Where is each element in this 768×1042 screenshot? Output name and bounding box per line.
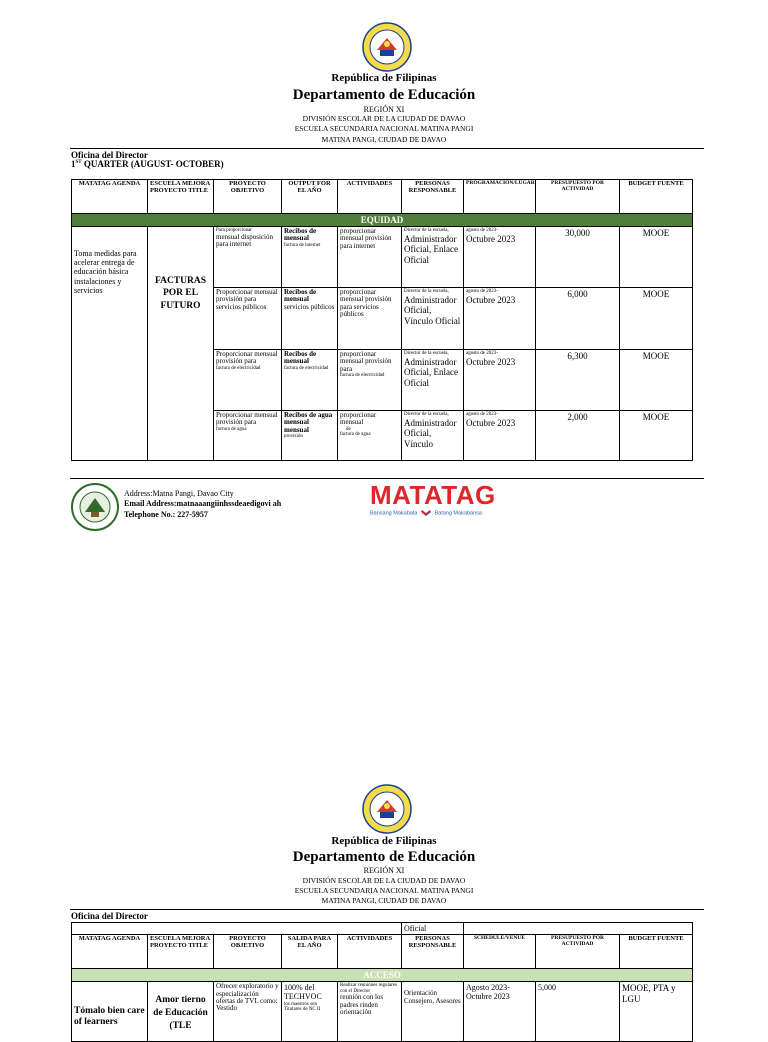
schedule-cell [464, 982, 536, 1042]
responsible-small: Director de la escuela, [404, 228, 449, 233]
output-text: Recibos de mensual [284, 227, 317, 243]
schedule-cell [464, 288, 536, 350]
document-page-2 [0, 760, 768, 1031]
activity-text: proporcionar mensual provisión para internet [340, 227, 392, 250]
matatag-logo [370, 481, 515, 521]
responsible-small: Director de la escuela, [404, 412, 449, 417]
objective-text: Proporcionar mensual provisión para [216, 411, 278, 427]
quarter-text: QUARTER (AUGUST- OCTOBER) [83, 159, 224, 169]
col-header-activities: ACTIVIDADES [338, 180, 402, 214]
schedule-text: Octubre 2023 [466, 294, 516, 305]
deped-seal-icon [362, 22, 412, 72]
output-cell [282, 227, 338, 288]
activity-small: Realizar reuniones regulares con el Director [340, 983, 397, 994]
output-small: servicios públicos [284, 302, 335, 311]
budget-text: 5,000 [538, 983, 556, 993]
output-cell [282, 288, 338, 350]
activity-text: proporcionar mensual provisión para servicios públicos [340, 288, 392, 319]
responsible-cell [402, 411, 464, 461]
col-header-agenda: MATATAG AGENDA [72, 935, 148, 969]
responsible-cell [402, 288, 464, 350]
agenda-text: Tómalo bien care of learners [74, 1006, 145, 1027]
objective-text: mensual disposición para internet [216, 232, 273, 248]
col-header-output: OUTPUT FOR EL AÑO [282, 180, 338, 214]
schedule-text: Octubre 2023 [466, 417, 516, 428]
source-cell: MOOE [620, 227, 693, 288]
footer-phone: Telephone No.: 227-5957 [124, 509, 208, 519]
matatag-wordmark: MATATAG [370, 480, 496, 510]
school-line: ESCUELA SECUNDARIA NACIONAL MATINA PANGI [294, 124, 474, 133]
objective-small: factura de agua [216, 426, 247, 432]
header-divider [70, 909, 704, 910]
school-line: ESCUELA SECUNDARIA NACIONAL MATINA PANGI [294, 886, 474, 895]
schedule-small: agosto de 2023- [466, 412, 498, 417]
division-line: DIVISIÓN ESCOLAR DE LA CIUDAD DE DAVAO [302, 114, 466, 123]
source-cell [620, 982, 693, 1042]
footer-divider [70, 478, 704, 479]
plan-table-2 [71, 922, 693, 1042]
school-seal-icon [71, 482, 119, 532]
schedule-text: Agosto 2023- Octubre 2023 [466, 983, 510, 1002]
activity-text: reunión con los padres rinden orientación [340, 993, 384, 1016]
responsible-cell [402, 982, 464, 1042]
col-header-title: ESCUELA MEJORA PROYECTO TITLE [148, 180, 214, 214]
output-text: 100% del TECHVOC [284, 983, 322, 1002]
col-header-responsible: PERSONAS RESPONSABLE [402, 935, 464, 969]
output-cell [282, 350, 338, 411]
department-title: Departamento de Educación [292, 87, 476, 103]
budget-cell: 2,000 [536, 411, 620, 461]
source-cell: MOOE [620, 288, 693, 350]
header-divider [70, 148, 704, 149]
objective-small: Para proporcionar [216, 228, 252, 233]
output-small: factura de internet [284, 242, 321, 248]
objective-cell [214, 227, 282, 288]
col-header-schedule: SCHEDULE/VENUE [464, 935, 536, 969]
activity-small: factura de electricidad [340, 373, 385, 379]
output-cell [282, 982, 338, 1042]
objective-text: Proporcionar mensual provisión para [216, 350, 278, 366]
project-title-cell [148, 982, 214, 1042]
activity-text: proporcionar mensual [340, 411, 377, 427]
activity-text: proporcionar mensual provisión para [340, 350, 392, 373]
activity-cell [338, 982, 402, 1042]
responsible-small: Director de la escuela, [404, 351, 449, 356]
office-label: Oficina del Director [71, 911, 148, 921]
col-header-responsible: PERSONAS RESPONSABLE [402, 180, 464, 214]
spacer-cell [72, 923, 402, 935]
col-header-source: BUDGET FUENTE [620, 180, 693, 214]
responsible-text: Administrador Oficial, Vínculo [404, 417, 457, 450]
responsible-small: Director de la escuela, [404, 289, 449, 294]
schedule-cell [464, 411, 536, 461]
project-title-cell [148, 227, 214, 461]
tagline-right: Batang Makabansa [434, 510, 482, 517]
responsible-text: Administrador Oficial, Vínculo Oficial [404, 294, 461, 327]
quarter-number: 1 [71, 159, 76, 169]
activity-small: de [346, 426, 351, 432]
tagline-left: Bansang Makabata [370, 510, 418, 517]
division-line: DIVISIÓN ESCOLAR DE LA CIUDAD DE DAVAO [302, 876, 466, 885]
source-cell: MOOE [620, 350, 693, 411]
region-line: REGIÓN XI [363, 866, 405, 875]
schedule-small: agosto de 2023- [466, 351, 498, 356]
output-small: los maestros son Titulares de NC II [284, 1001, 321, 1013]
plan-table-1 [71, 179, 693, 461]
col-header-objective: PROYECTO OBJETIVO [214, 935, 282, 969]
oficial-cell [402, 923, 464, 935]
activity-cell [338, 227, 402, 288]
source-cell: MOOE [620, 411, 693, 461]
section-band-acceso: ACCESO [72, 969, 693, 982]
footer-address: Address:Matna Pangi, Davao City [124, 489, 234, 498]
output-cell [282, 411, 338, 461]
republic-line: República de Filipinas [331, 72, 437, 84]
budget-cell: 6,300 [536, 350, 620, 411]
region-line: REGIÓN XI [363, 105, 405, 114]
activity-small-2: factura de agua [340, 432, 371, 438]
agenda-cell [72, 982, 148, 1042]
budget-cell: 6,000 [536, 288, 620, 350]
schedule-text: Octubre 2023 [466, 233, 516, 244]
output-small: factura de electricidad [284, 365, 329, 371]
responsible-text: Administrador Oficial, Enlace Oficial [404, 233, 458, 266]
output-text: Recibos de agua mensual mensual [284, 411, 333, 434]
col-header-source: BUDGET FUENTE [620, 935, 693, 969]
source-text: MOOE, PTA y LGU [622, 983, 676, 1004]
activity-cell [338, 288, 402, 350]
schedule-cell [464, 227, 536, 288]
section-band-equidad: EQUIDAD [72, 214, 693, 227]
col-header-title: ESCUELA MEJORA PROYECTO TITLE [148, 935, 214, 969]
quarter-label [71, 159, 224, 169]
responsible-text: Administrador Oficial, Enlace Oficial [404, 356, 458, 389]
objective-text: Proporcionar mensual provisión para servicios públicos [216, 288, 278, 311]
deped-seal-icon [362, 784, 412, 834]
objective-text: Ofrecer exploratorio y especialización ofertas de TVL como: Vestido [216, 982, 279, 1013]
responsible-cell [402, 350, 464, 411]
location-line: MATINA PANGI, CIUDAD DE DAVAO [321, 896, 447, 905]
objective-cell [214, 288, 282, 350]
col-header-budget: PRESUPUESTO POR ACTIVIDAD [536, 935, 620, 969]
footer-contact [124, 489, 281, 520]
office-label: Oficina del Director [71, 150, 148, 160]
col-header-objective: PROYECTO OBJETIVO [214, 180, 282, 214]
activity-cell [338, 411, 402, 461]
objective-cell [214, 411, 282, 461]
objective-cell [214, 982, 282, 1042]
oficial-text: Oficial [404, 924, 427, 933]
objective-small: factura de electricidad [216, 365, 261, 371]
quarter-ordinal: ST [75, 160, 82, 165]
department-title: Departamento de Educación [292, 849, 476, 865]
republic-line: República de Filipinas [331, 835, 437, 847]
output-text: Recibos de mensual [284, 350, 317, 366]
output-small: provisión [284, 434, 303, 440]
col-header-output: SALIDA PARA EL AÑO [282, 935, 338, 969]
responsible-text: Orientación Consejero, Asesores [404, 989, 461, 1005]
budget-cell: 30,000 [536, 227, 620, 288]
col-header-activities: ACTIVIDADES [338, 935, 402, 969]
footer-email: Email Address:matnaaangiinhssdeaedigovi ah [124, 499, 282, 509]
col-header-schedule: PROGRAMACIÓN/LUGAR [464, 180, 536, 214]
heart-icon [419, 509, 433, 517]
schedule-cell [464, 350, 536, 411]
objective-cell [214, 350, 282, 411]
agenda-text: Toma medidas para acelerar entrega de educación básica instalaciones y servicios [74, 249, 137, 295]
schedule-small: agosto de 2023- [466, 289, 498, 294]
col-header-agenda: MATATAG AGENDA [72, 180, 148, 214]
matatag-tagline [370, 509, 515, 517]
schedule-text: Octubre 2023 [466, 356, 516, 367]
spacer-cell [464, 923, 693, 935]
col-header-budget: PRESUPUESTO POR ACTIVIDAD [536, 180, 620, 214]
responsible-cell [402, 227, 464, 288]
schedule-small: agosto de 2023- [466, 228, 498, 233]
budget-cell [536, 982, 620, 1042]
output-text: Recibos de mensual [284, 288, 317, 304]
project-title-text: FACTURAS POR EL FUTURO [154, 276, 207, 311]
activity-cell [338, 350, 402, 411]
location-line: MATINA PANGI, CIUDAD DE DAVAO [321, 135, 447, 144]
agenda-cell [72, 227, 148, 461]
project-title-text: Amor tierno de Educación (TLE [153, 995, 208, 1031]
